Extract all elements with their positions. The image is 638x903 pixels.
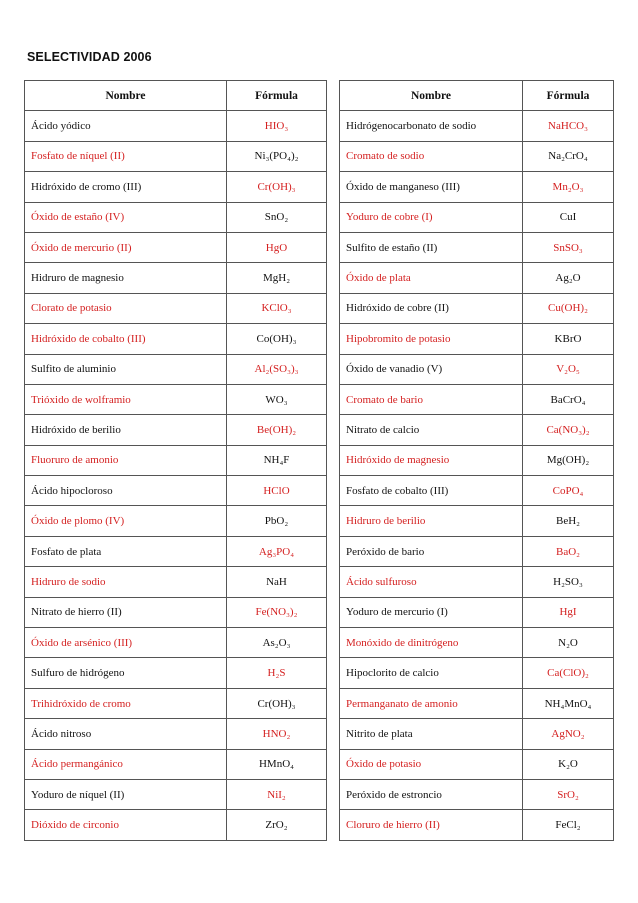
compound-formula: H₂S xyxy=(227,658,327,688)
compound-name: Ácido sulfuroso xyxy=(340,567,523,597)
table-row xyxy=(25,445,327,475)
compound-name: Permanganato de amonio xyxy=(340,688,523,718)
compound-formula: Ca(ClO)₂ xyxy=(523,658,614,688)
compound-name: Hidrógenocarbonato de sodio xyxy=(340,111,523,141)
header-name: Nombre xyxy=(340,81,523,111)
table-header-row xyxy=(340,81,614,111)
table-header-row xyxy=(25,81,327,111)
compound-name: Hidruro de magnesio xyxy=(25,263,227,293)
compound-name: Hidróxido de cobre (II) xyxy=(340,293,523,323)
compound-formula: Cr(OH)₃ xyxy=(227,688,327,718)
compound-formula: Al₂(SO₃)₃ xyxy=(227,354,327,384)
table-row xyxy=(340,536,614,566)
table-row xyxy=(340,445,614,475)
compound-formula: Cr(OH)₃ xyxy=(227,172,327,202)
table-row xyxy=(340,749,614,779)
compound-formula: FeCl₂ xyxy=(523,810,614,840)
compound-formula: Mg(OH)₂ xyxy=(523,445,614,475)
table-row xyxy=(25,688,327,718)
compound-formula: NiI₂ xyxy=(227,779,327,809)
compound-name: Hipobromito de potasio xyxy=(340,324,523,354)
compound-formula: BaO₂ xyxy=(523,536,614,566)
compound-formula: N₂O xyxy=(523,628,614,658)
compound-formula: NaH xyxy=(227,567,327,597)
compound-formula: KClO₃ xyxy=(227,293,327,323)
table-row xyxy=(25,202,327,232)
table-row xyxy=(25,232,327,262)
table-row xyxy=(340,476,614,506)
table-row xyxy=(25,354,327,384)
compound-formula: Ag₃PO₄ xyxy=(227,536,327,566)
compound-formula: HClO xyxy=(227,476,327,506)
compound-formula: WO₃ xyxy=(227,384,327,414)
table-row xyxy=(25,567,327,597)
compound-formula: Cu(OH)₂ xyxy=(523,293,614,323)
page-title: SELECTIVIDAD 2006 xyxy=(27,50,152,64)
compound-formula: SnO₂ xyxy=(227,202,327,232)
compound-name: Cromato de sodio xyxy=(340,141,523,171)
compound-name: Trihidróxido de cromo xyxy=(25,688,227,718)
compound-name: Óxido de mercurio (II) xyxy=(25,232,227,262)
compound-name: Ácido nitroso xyxy=(25,719,227,749)
compound-name: Trióxido de wolframio xyxy=(25,384,227,414)
compound-formula: SrO₂ xyxy=(523,779,614,809)
compound-formula: HgI xyxy=(523,597,614,627)
compound-name: Cloruro de hierro (II) xyxy=(340,810,523,840)
compound-formula: HgO xyxy=(227,232,327,262)
compounds-table-right xyxy=(339,80,614,841)
table-row xyxy=(25,384,327,414)
table-row xyxy=(340,384,614,414)
compound-name: Hidruro de sodio xyxy=(25,567,227,597)
table-row xyxy=(340,688,614,718)
compound-formula: CuI xyxy=(523,202,614,232)
table-row xyxy=(340,111,614,141)
table-row xyxy=(25,172,327,202)
table-row xyxy=(340,141,614,171)
compound-name: Peróxido de estroncio xyxy=(340,779,523,809)
compound-name: Ácido permangánico xyxy=(25,749,227,779)
compound-name: Fosfato de níquel (II) xyxy=(25,141,227,171)
table-row xyxy=(25,779,327,809)
compound-name: Cromato de bario xyxy=(340,384,523,414)
compound-formula: MgH₂ xyxy=(227,263,327,293)
compound-formula: NH₄F xyxy=(227,445,327,475)
table-row xyxy=(25,628,327,658)
table-row xyxy=(25,415,327,445)
compound-formula: NH₄MnO₄ xyxy=(523,688,614,718)
header-formula: Fórmula xyxy=(523,81,614,111)
compound-name: Fosfato de cobalto (III) xyxy=(340,476,523,506)
table-body-left xyxy=(25,111,327,840)
compound-formula: BeH₂ xyxy=(523,506,614,536)
compound-name: Óxido de plomo (IV) xyxy=(25,506,227,536)
table-row xyxy=(340,232,614,262)
table-row xyxy=(25,324,327,354)
compound-name: Nitrito de plata xyxy=(340,719,523,749)
table-row xyxy=(25,810,327,840)
compound-name: Yoduro de níquel (II) xyxy=(25,779,227,809)
table-row xyxy=(25,476,327,506)
compound-formula: SnSO₃ xyxy=(523,232,614,262)
compound-name: Monóxido de dinitrógeno xyxy=(340,628,523,658)
table-row xyxy=(340,506,614,536)
compound-name: Nitrato de hierro (II) xyxy=(25,597,227,627)
compound-formula: HNO₂ xyxy=(227,719,327,749)
compound-name: Hidruro de berilio xyxy=(340,506,523,536)
table-row xyxy=(25,141,327,171)
table-row xyxy=(25,506,327,536)
table-row xyxy=(340,202,614,232)
compound-formula: Ca(NO₃)₂ xyxy=(523,415,614,445)
compound-name: Peróxido de bario xyxy=(340,536,523,566)
table-row xyxy=(340,263,614,293)
compound-formula: AgNO₂ xyxy=(523,719,614,749)
table-row xyxy=(25,597,327,627)
compound-formula: Fe(NO₃)₂ xyxy=(227,597,327,627)
compound-name: Ácido yódico xyxy=(25,111,227,141)
compound-formula: Be(OH)₂ xyxy=(227,415,327,445)
compound-name: Dióxido de circonio xyxy=(25,810,227,840)
compound-name: Hidróxido de magnesio xyxy=(340,445,523,475)
compound-name: Óxido de plata xyxy=(340,263,523,293)
compound-name: Sulfito de aluminio xyxy=(25,354,227,384)
compound-name: Óxido de manganeso (III) xyxy=(340,172,523,202)
compound-formula: HIO₃ xyxy=(227,111,327,141)
table-row xyxy=(340,628,614,658)
compound-name: Óxido de estaño (IV) xyxy=(25,202,227,232)
table-row xyxy=(25,263,327,293)
compound-name: Nitrato de calcio xyxy=(340,415,523,445)
compound-formula: HMnO₄ xyxy=(227,749,327,779)
compound-formula: KBrO xyxy=(523,324,614,354)
header-name: Nombre xyxy=(25,81,227,111)
table-row xyxy=(340,324,614,354)
table-row xyxy=(340,293,614,323)
table-row xyxy=(340,172,614,202)
table-row xyxy=(25,293,327,323)
table-row xyxy=(25,658,327,688)
table-row xyxy=(25,111,327,141)
compound-name: Hidróxido de cromo (III) xyxy=(25,172,227,202)
compound-formula: V₂O₅ xyxy=(523,354,614,384)
header-formula: Fórmula xyxy=(227,81,327,111)
compound-name: Sulfuro de hidrógeno xyxy=(25,658,227,688)
table-row xyxy=(340,567,614,597)
compound-formula: BaCrO₄ xyxy=(523,384,614,414)
table-row xyxy=(340,415,614,445)
table-row xyxy=(340,719,614,749)
compound-name: Yoduro de cobre (I) xyxy=(340,202,523,232)
compound-name: Óxido de potasio xyxy=(340,749,523,779)
table-row xyxy=(340,354,614,384)
compound-formula: K₂O xyxy=(523,749,614,779)
table-row xyxy=(340,810,614,840)
table-row xyxy=(25,749,327,779)
compound-formula: Co(OH)₃ xyxy=(227,324,327,354)
compound-formula: Na₂CrO₄ xyxy=(523,141,614,171)
compound-name: Yoduro de mercurio (I) xyxy=(340,597,523,627)
compound-formula: Ag₂O xyxy=(523,263,614,293)
compound-name: Óxido de arsénico (III) xyxy=(25,628,227,658)
compound-name: Fluoruro de amonio xyxy=(25,445,227,475)
table-row xyxy=(340,597,614,627)
compound-name: Fosfato de plata xyxy=(25,536,227,566)
compounds-table-left xyxy=(24,80,327,841)
compound-name: Ácido hipocloroso xyxy=(25,476,227,506)
table-row xyxy=(25,536,327,566)
table-row xyxy=(25,719,327,749)
compound-formula: Mn₂O₃ xyxy=(523,172,614,202)
table-body-right xyxy=(340,111,614,840)
table-row xyxy=(340,658,614,688)
compound-formula: PbO₂ xyxy=(227,506,327,536)
compound-name: Hidróxido de cobalto (III) xyxy=(25,324,227,354)
compound-formula: H₂SO₃ xyxy=(523,567,614,597)
compound-name: Hipoclorito de calcio xyxy=(340,658,523,688)
compound-name: Sulfito de estaño (II) xyxy=(340,232,523,262)
compound-formula: Ni₃(PO₄)₂ xyxy=(227,141,327,171)
compound-name: Clorato de potasio xyxy=(25,293,227,323)
compound-name: Óxido de vanadio (V) xyxy=(340,354,523,384)
table-row xyxy=(340,779,614,809)
compound-formula: CoPO₄ xyxy=(523,476,614,506)
compound-formula: NaHCO₃ xyxy=(523,111,614,141)
compound-name: Hidróxido de berilio xyxy=(25,415,227,445)
compound-formula: As₂O₃ xyxy=(227,628,327,658)
compound-formula: ZrO₂ xyxy=(227,810,327,840)
